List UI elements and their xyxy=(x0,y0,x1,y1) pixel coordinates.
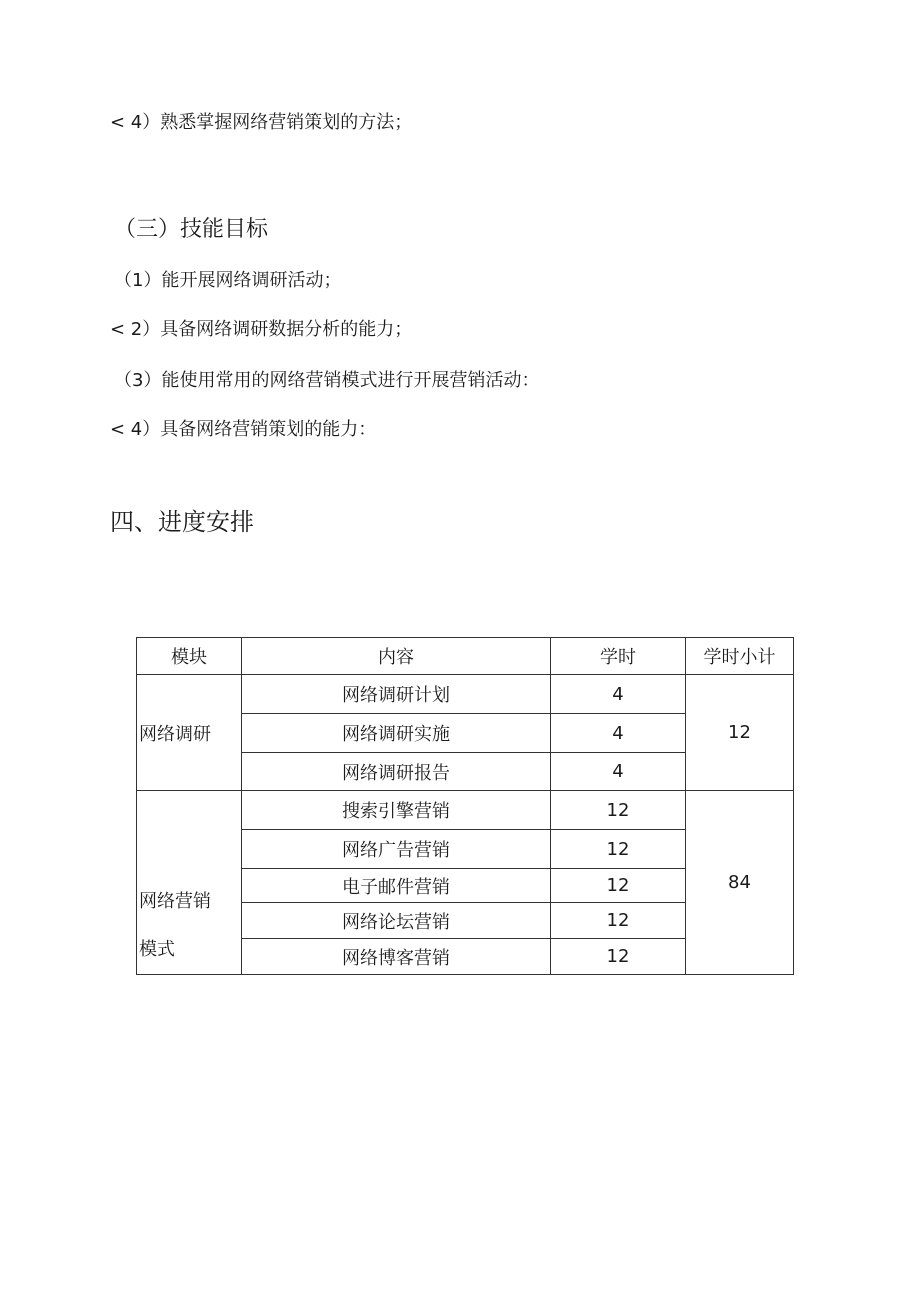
skill-item-4: < 4）具备网络营销策划的能力： xyxy=(110,419,377,440)
subtotal-cell: 12 xyxy=(686,675,794,791)
hours-cell: 4 xyxy=(551,675,686,714)
module-label-line-2: 模式 xyxy=(139,939,175,960)
knowledge-item-4: < 4）熟悉掌握网络营销策划的方法； xyxy=(110,112,413,133)
module-label-line-1: 网络营销 xyxy=(139,891,211,912)
hours-cell: 4 xyxy=(551,714,686,753)
skill-item-1: （1）能开展网络调研活动； xyxy=(114,270,342,291)
skill-item-3: （3）能使用常用的网络营销模式进行开展营销活动： xyxy=(114,370,540,391)
table-row xyxy=(137,675,794,714)
schedule-table xyxy=(136,637,794,975)
header-module: 模块 xyxy=(137,638,242,675)
content-cell: 网络广告营销 xyxy=(242,830,551,869)
table-header-row xyxy=(137,638,794,675)
content-cell: 网络博客营销 xyxy=(242,939,551,975)
hours-cell: 12 xyxy=(551,869,686,903)
subtotal-cell: 84 xyxy=(686,791,794,975)
hours-cell: 12 xyxy=(551,903,686,939)
hours-cell: 12 xyxy=(551,939,686,975)
module-cell: 网络调研 xyxy=(137,675,242,791)
content-cell: 网络调研报告 xyxy=(242,753,551,791)
header-subtotal: 学时小计 xyxy=(686,638,794,675)
content-cell: 搜索引擎营销 xyxy=(242,791,551,830)
table-row xyxy=(137,791,794,830)
section-heading-schedule: 四、进度安排 xyxy=(110,508,254,536)
hours-cell: 12 xyxy=(551,830,686,869)
skill-item-2: < 2）具备网络调研数据分析的能力； xyxy=(110,319,413,340)
module-cell xyxy=(137,791,242,975)
header-content: 内容 xyxy=(242,638,551,675)
hours-cell: 4 xyxy=(551,753,686,791)
content-cell: 网络论坛营销 xyxy=(242,903,551,939)
header-hours: 学时 xyxy=(551,638,686,675)
content-cell: 电子邮件营销 xyxy=(242,869,551,903)
content-cell: 网络调研计划 xyxy=(242,675,551,714)
content-cell: 网络调研实施 xyxy=(242,714,551,753)
hours-cell: 12 xyxy=(551,791,686,830)
section-heading-skills: （三）技能目标 xyxy=(114,217,269,242)
